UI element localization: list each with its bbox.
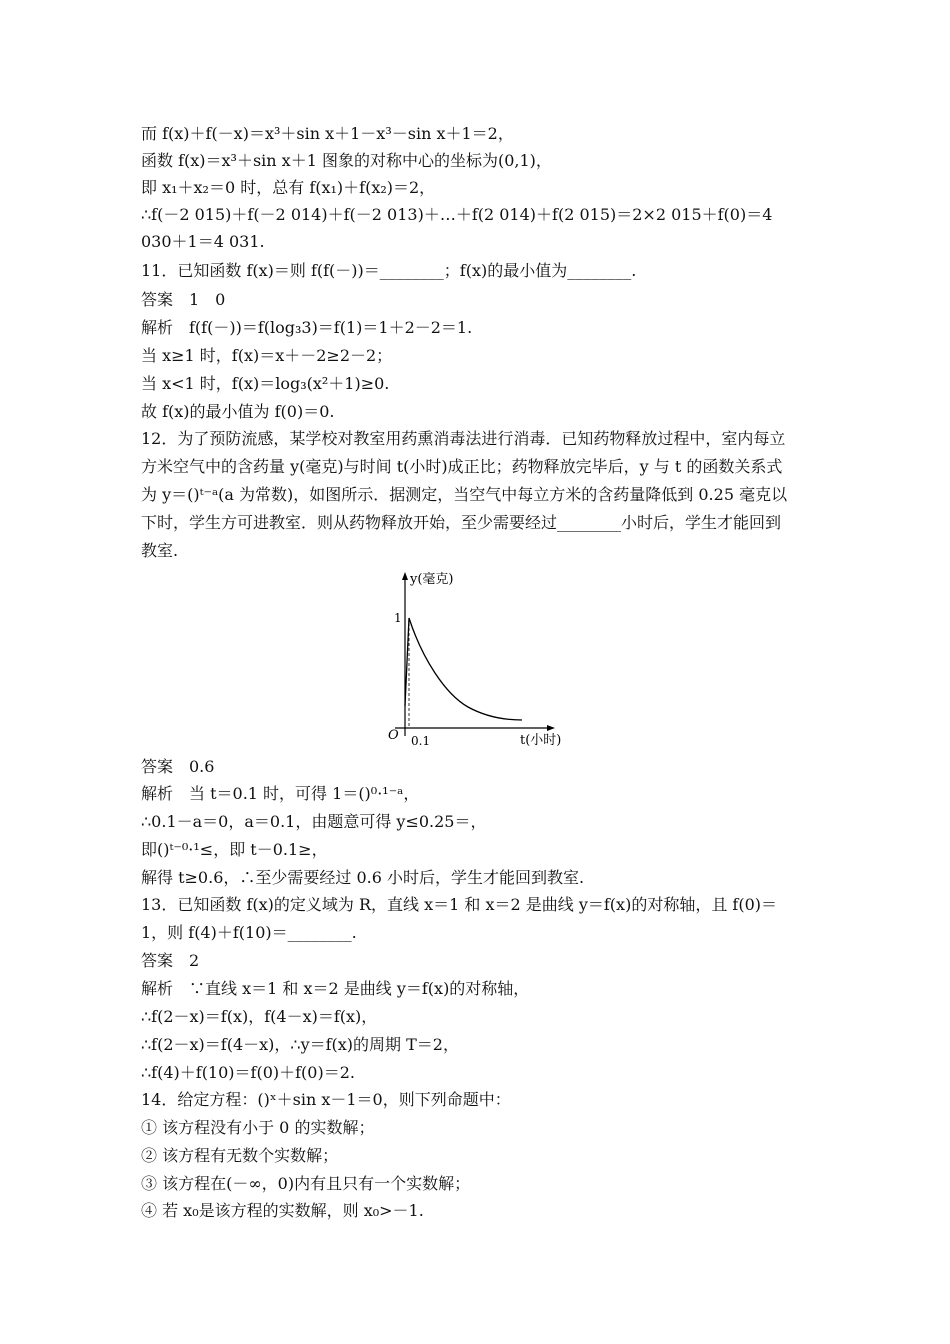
- text-line: 即 x₁＋x₂＝0 时，总有 f(x₁)＋f(x₂)＝2，: [141, 178, 436, 197]
- text-line: 解得 t≥0.6，∴至少需要经过 0.6 小时后，学生才能回到教室.: [141, 868, 585, 887]
- analysis-line: 解析 ∵直线 x＝1 和 x＝2 是曲线 y＝f(x)的对称轴，: [141, 979, 530, 998]
- text-line: 当 x≥1 时，f(x)＝x＋－2≥2－2；: [141, 346, 393, 365]
- x-axis-label: t(小时): [520, 733, 562, 748]
- answer-line: 答案 1 0: [141, 290, 226, 309]
- analysis-line: 解析 f(f(－))＝f(log₃3)＝f(1)＝1＋2－2＝1.: [141, 318, 473, 337]
- analysis-line: 解析 当 t＝0.1 时，可得 1＝()⁰·¹⁻ᵃ，: [141, 784, 420, 803]
- text-line: ∴f(2－x)＝f(x)，f(4－x)＝f(x)，: [141, 1007, 378, 1026]
- question-11: 11．已知函数 f(x)＝则 f(f(－))＝________；f(x)的最小值为________.: [141, 261, 637, 280]
- origin-label: O: [388, 728, 399, 743]
- text-line: ∴0.1－a＝0，a＝0.1，由题意可得 y≤0.25＝，: [141, 812, 487, 831]
- question-12: 12．为了预防流感，某学校对教室用药熏消毒法进行消毒．已知药物释放过程中，室内每立: [141, 429, 786, 448]
- text-line: 1，则 f(4)＋f(10)＝________.: [141, 923, 357, 942]
- text-line: 而 f(x)＋f(－x)＝x³＋sin x＋1－x³－sin x＋1＝2，: [141, 124, 514, 143]
- text-line: ∴f(4)＋f(10)＝f(0)＋f(0)＝2.: [141, 1063, 355, 1082]
- option-2: ② 该方程有无数个实数解；: [141, 1146, 339, 1165]
- release-line: [405, 618, 409, 706]
- answer-line: 答案 2: [141, 951, 200, 970]
- option-3: ③ 该方程在(－∞，0)内有且只有一个实数解；: [141, 1174, 471, 1193]
- text-line: ∴f(2－x)＝f(4－x)，∴y＝f(x)的周期 T＝2，: [141, 1035, 459, 1054]
- x-tick-label: 0.1: [411, 734, 431, 748]
- text-line: 故 f(x)的最小值为 f(0)＝0.: [141, 402, 335, 421]
- y-tick-label: 1: [394, 611, 402, 625]
- x-axis-arrow-icon: [547, 725, 555, 731]
- answer-line: 答案 0.6: [141, 757, 215, 776]
- text-line: 为 y＝()ᵗ⁻ᵃ(a 为常数)，如图所示．据测定，当空气中每立方米的含药量降低到 0.25 毫克以: [141, 485, 788, 504]
- text-line: 当 x<1 时，f(x)＝log₃(x²＋1)≥0.: [141, 374, 390, 393]
- decay-graph: [360, 566, 590, 751]
- text-line: 030＋1＝4 031.: [141, 232, 265, 251]
- y-axis-label: y(毫克): [410, 572, 454, 587]
- text-line: 下时，学生方可进教室．则从药物释放开始，至少需要经过________小时后，学生才能回到: [141, 513, 782, 532]
- text-line: 方米空气中的含药量 y(毫克)与时间 t(小时)成正比；药物释放完毕后，y 与 t 的函数关系式: [141, 457, 783, 476]
- question-14: 14．给定方程：()ˣ＋sin x－1＝0，则下列命题中：: [141, 1090, 511, 1109]
- option-1: ① 该方程没有小于 0 的实数解；: [141, 1118, 375, 1137]
- text-line: ∴f(－2 015)＋f(－2 014)＋f(－2 013)＋…＋f(2 014)＋f(2 015)＝2×2 015＋f(0)＝4: [141, 205, 773, 224]
- y-axis-arrow-icon: [402, 572, 408, 580]
- text-line: 教室.: [141, 541, 179, 560]
- question-13: 13．已知函数 f(x)的定义域为 R，直线 x＝1 和 x＝2 是曲线 y＝f(x)的对称轴，且 f(0)＝: [141, 895, 777, 914]
- text-line: 函数 f(x)＝x³＋sin x＋1 图象的对称中心的坐标为(0,1)，: [141, 151, 552, 170]
- decay-curve: [409, 618, 522, 720]
- text-line: 即()ᵗ⁻⁰·¹≤，即 t－0.1≥，: [141, 840, 328, 859]
- option-4: ④ 若 x₀是该方程的实数解，则 x₀>－1.: [141, 1201, 424, 1220]
